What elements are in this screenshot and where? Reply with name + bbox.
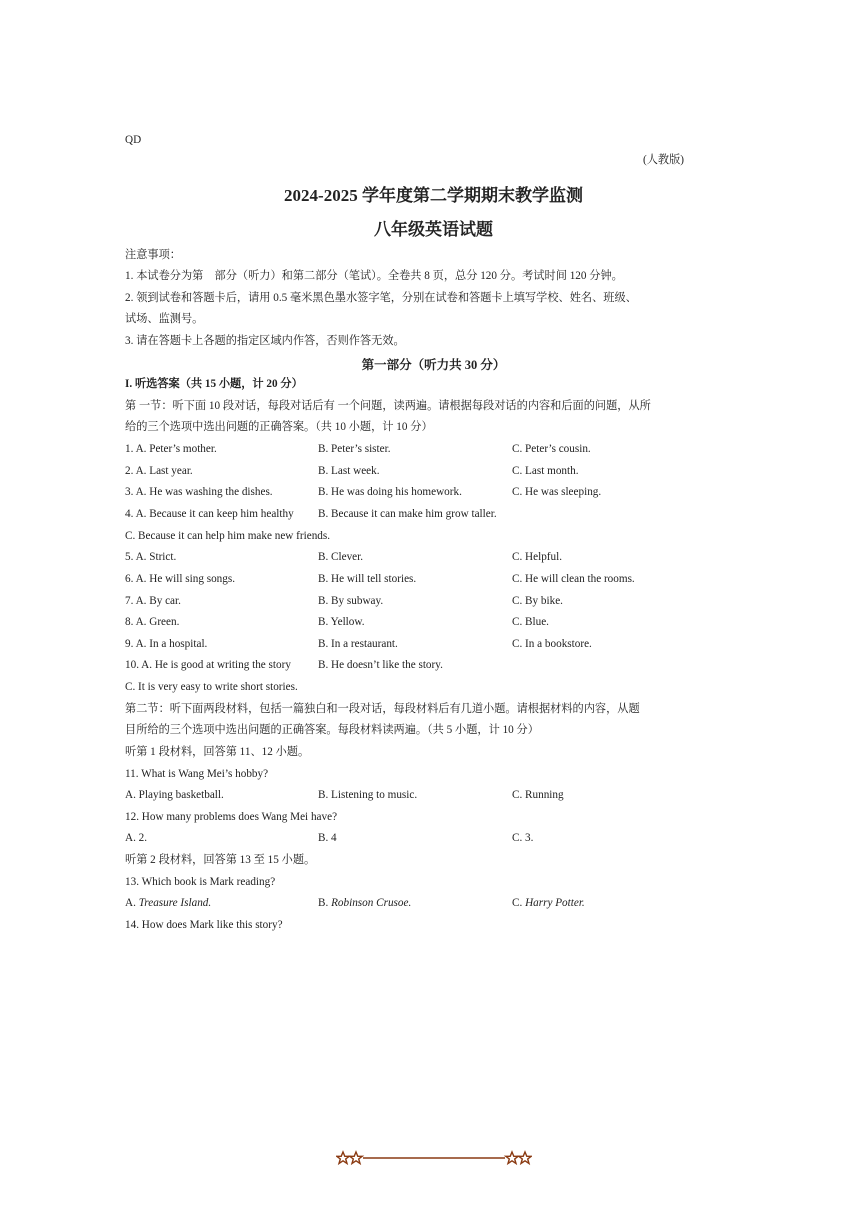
option-letter: C. xyxy=(512,897,526,909)
notice-heading: 注意事项： xyxy=(125,249,181,261)
paper-code: QD xyxy=(125,134,142,146)
question-11-option-a: A. Playing basketball. xyxy=(125,789,224,801)
question-12-option-a: A. 2. xyxy=(125,832,148,844)
notice-item: 2. 领到试卷和答题卡后，请用 0.5 毫米黑色墨水签字笔，分别在试卷和答题卡上填写学校、姓名、班级、 xyxy=(125,292,637,304)
edition-label: (人教版) xyxy=(643,154,685,166)
question-6-option-a: 6. A. He will sing songs. xyxy=(125,573,236,585)
question-6-option-b: B. He will tell stories. xyxy=(318,573,417,585)
question-13-option-c xyxy=(512,896,585,910)
question-5-option-a: 5. A. Strict. xyxy=(125,551,177,563)
exam-title: 2024-2025 学年度第二学期期末教学监测 xyxy=(284,186,583,205)
question-1-option-a: 1. A. Peter’s mother. xyxy=(125,443,217,455)
section-heading: I. 听选答案（共 15 小题，计 20 分） xyxy=(125,378,303,390)
exam-subtitle: 八年级英语试题 xyxy=(374,220,493,239)
footer-ornament xyxy=(0,1150,867,1170)
material-label: 听第 2 段材料，回答第 13 至 15 小题。 xyxy=(125,854,316,866)
section-intro: 给的三个选项中选出问题的正确答案。（共 10 小题，计 10 分） xyxy=(125,421,433,433)
question-5-option-c: C. Helpful. xyxy=(512,551,563,563)
question-2-option-b: B. Last week. xyxy=(318,465,380,477)
section-intro: 第 一节：听下面 10 段对话，每段对话后有 一个问题，读两遍。请根据每段对话的内容和后面的问题，从所 xyxy=(125,400,651,412)
option-letter: B. xyxy=(318,897,332,909)
material-label: 听第 1 段材料，回答第 11、12 小题。 xyxy=(125,746,310,758)
question-13: 13. Which book is Mark reading? xyxy=(125,876,276,888)
question-10-option-c: C. It is very easy to write short stories. xyxy=(125,681,298,693)
section-intro: 第二节：听下面两段材料，包括一篇独白和一段对话，每段材料后有几道小题。请根据材料的内容，从题 xyxy=(125,703,640,715)
question-1-option-c: C. Peter’s cousin. xyxy=(512,443,591,455)
question-2-option-c: C. Last month. xyxy=(512,465,579,477)
question-9-option-a: 9. A. In a hospital. xyxy=(125,638,208,650)
question-7-option-c: C. By bike. xyxy=(512,595,563,607)
question-11-option-b: B. Listening to music. xyxy=(318,789,418,801)
question-1-option-b: B. Peter’s sister. xyxy=(318,443,391,455)
question-5-option-b: B. Clever. xyxy=(318,551,364,563)
book-title: Harry Potter. xyxy=(525,897,585,909)
question-2-option-a: 2. A. Last year. xyxy=(125,465,193,477)
question-8-option-a: 8. A. Green. xyxy=(125,616,180,628)
question-8-option-c: C. Blue. xyxy=(512,616,549,628)
question-11-option-c: C. Running xyxy=(512,789,564,801)
question-7-option-a: 7. A. By car. xyxy=(125,595,181,607)
question-4-option-a: 4. A. Because it can keep him healthy xyxy=(125,508,294,520)
question-12-option-b: B. 4 xyxy=(318,832,337,844)
book-title: Robinson Crusoe. xyxy=(331,897,412,909)
notice-item: 试场、监测号。 xyxy=(125,313,204,325)
book-title: Treasure Island. xyxy=(138,897,212,909)
question-13-option-a xyxy=(125,896,211,910)
question-12-option-c: C. 3. xyxy=(512,832,534,844)
section-intro: 目所给的三个选项中选出问题的正确答案。每段材料读两遍。（共 5 小题，计 10 分） xyxy=(125,724,539,736)
question-9-option-c: C. In a bookstore. xyxy=(512,638,592,650)
notice-item: 1. 本试卷分为第 部分（听力）和第二部分（笔试）。全卷共 8 页，总分 120 分。考试时间 120 分钟。 xyxy=(125,270,623,282)
question-6-option-c: C. He will clean the rooms. xyxy=(512,573,635,585)
question-8-option-b: B. Yellow. xyxy=(318,616,365,628)
question-10-option-b: B. He doesn’t like the story. xyxy=(318,659,443,671)
question-4-option-c: C. Because it can help him make new friends. xyxy=(125,530,331,542)
notice-item: 3. 请在答题卡上各题的指定区域内作答，否则作答无效。 xyxy=(125,335,405,347)
question-4-option-b: B. Because it can make him grow taller. xyxy=(318,508,497,520)
question-3-option-b: B. He was doing his homework. xyxy=(318,486,462,498)
question-11: 11. What is Wang Mei’s hobby? xyxy=(125,768,269,780)
question-13-option-b xyxy=(318,896,411,910)
question-9-option-b: B. In a restaurant. xyxy=(318,638,398,650)
option-letter: A. xyxy=(125,897,139,909)
question-3-option-c: C. He was sleeping. xyxy=(512,486,602,498)
question-3-option-a: 3. A. He was washing the dishes. xyxy=(125,486,273,498)
part-one-heading: 第一部分（听力共 30 分） xyxy=(361,358,506,372)
question-14: 14. How does Mark like this story? xyxy=(125,919,283,931)
question-7-option-b: B. By subway. xyxy=(318,595,384,607)
question-12: 12. How many problems does Wang Mei have? xyxy=(125,811,338,823)
star-divider-icon xyxy=(336,1150,532,1166)
question-10-option-a: 10. A. He is good at writing the story xyxy=(125,659,291,671)
